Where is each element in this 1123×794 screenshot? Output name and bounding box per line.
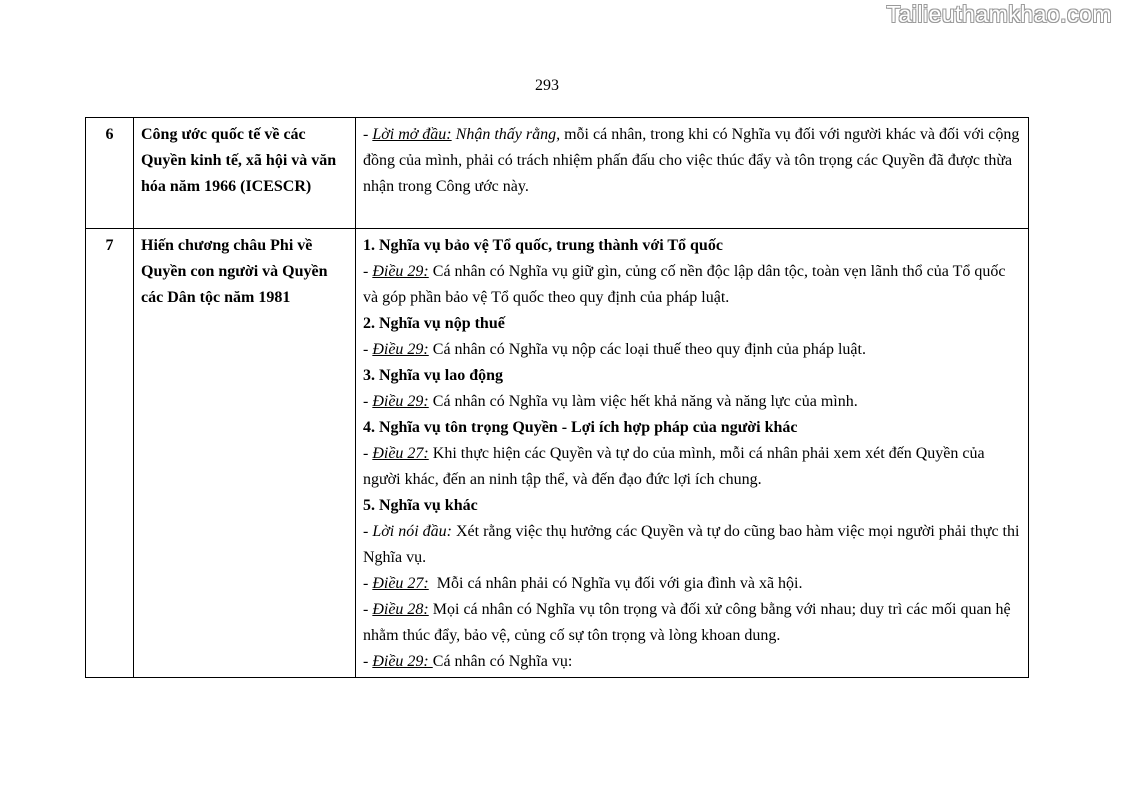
content-paragraph: [363, 649, 1021, 675]
content-text: Cá nhân có Nghĩa vụ làm việc hết khả năng và năng lực của mình.: [428, 393, 858, 410]
content-text: Mọi cá nhân có Nghĩa vụ tôn trọng và đối xử công bằng với nhau; duy trì các mối quan hệ nhằm thúc đẩy, bảo vệ, củng cố sự tôn trọng và lòng khoan dung.: [363, 601, 1011, 644]
content-text: Mỗi cá nhân phải có Nghĩa vụ đối với gia đình và xã hội.: [428, 575, 803, 592]
dash: -: [363, 445, 373, 462]
content-paragraph: [363, 389, 1021, 415]
table-row: [86, 229, 1029, 678]
article-reference: Lời mở đầu:: [372, 126, 452, 143]
watermark-text: Tailieuthamkhao.com: [886, 1, 1112, 27]
obligation-content: [356, 229, 1029, 678]
article-reference: Điều 29:: [372, 263, 429, 280]
content-text: Cá nhân có Nghĩa vụ giữ gìn, củng cố nền độc lập dân tộc, toàn vẹn lãnh thổ của Tổ quốc và góp phần bảo vệ Tổ quốc theo quy định của pháp luật.: [363, 263, 1006, 306]
section-heading: 5. Nghĩa vụ khác: [363, 497, 478, 514]
content-text: Khi thực hiện các Quyền và tự do của mình, mỗi cá nhân phải xem xét đến Quyền của người khác, đến an ninh tập thể, và đến đạo đức lợi ích chung.: [363, 445, 985, 488]
document-name: Hiến chương châu Phi về Quyền con người và Quyền các Dân tộc năm 1981: [134, 229, 356, 678]
article-reference: Điều 29:: [372, 653, 433, 670]
document-name: Công ước quốc tế về các Quyền kinh tế, xã hội và văn hóa năm 1966 (ICESCR): [134, 118, 356, 229]
obligation-content: [356, 118, 1029, 229]
content-paragraph: [363, 337, 1021, 363]
section-heading: 2. Nghĩa vụ nộp thuế: [363, 315, 505, 332]
article-reference: Điều 29:: [372, 393, 429, 410]
dash: -: [363, 523, 373, 540]
dash: -: [363, 263, 373, 280]
article-reference: Điều 29:: [372, 341, 429, 358]
article-reference: Điều 27:: [372, 575, 429, 592]
dash: -: [363, 393, 373, 410]
obligations-table: [85, 117, 1029, 678]
dash: -: [363, 341, 373, 358]
content-text: Xét rằng việc thụ hưởng các Quyền và tự do cũng bao hàm việc mọi người phải thực thi Nghĩa vụ.: [363, 523, 1020, 566]
emphasis-text: Nhận thấy rằng,: [451, 126, 561, 143]
section-heading: 4. Nghĩa vụ tôn trọng Quyền - Lợi ích hợp pháp của người khác: [363, 419, 798, 436]
emphasis-text: Lời nói đầu:: [372, 523, 452, 540]
content-paragraph: [363, 122, 1021, 200]
section-heading: 3. Nghĩa vụ lao động: [363, 367, 504, 384]
article-reference: Điều 28:: [372, 601, 429, 618]
content-paragraph: [363, 441, 1021, 493]
article-reference: Điều 27:: [372, 445, 429, 462]
row-number: 7: [86, 229, 134, 678]
dash: -: [363, 126, 373, 143]
content-text: mỗi cá nhân, trong khi có Nghĩa vụ đối với người khác và đối với cộng đồng của mình, phải có trách nhiệm phấn đấu cho việc thúc đẩy và tôn trọng các Quyền đã được thừa nhận trong Công ước này.: [363, 126, 1020, 195]
row-number: 6: [86, 118, 134, 229]
content-paragraph: [363, 259, 1021, 311]
section-heading: 1. Nghĩa vụ bảo vệ Tổ quốc, trung thành với Tổ quốc: [363, 237, 723, 254]
dash: -: [363, 601, 373, 618]
content-paragraph: [363, 597, 1021, 649]
content-paragraph: [363, 519, 1021, 571]
table-row: [86, 118, 1029, 229]
content-text: Cá nhân có Nghĩa vụ nộp các loại thuế theo quy định của pháp luật.: [428, 341, 866, 358]
dash: -: [363, 653, 373, 670]
content-paragraph: [363, 571, 1021, 597]
dash: -: [363, 575, 373, 592]
page-number: 293: [535, 77, 559, 94]
content-text: Cá nhân có Nghĩa vụ:: [432, 653, 573, 670]
